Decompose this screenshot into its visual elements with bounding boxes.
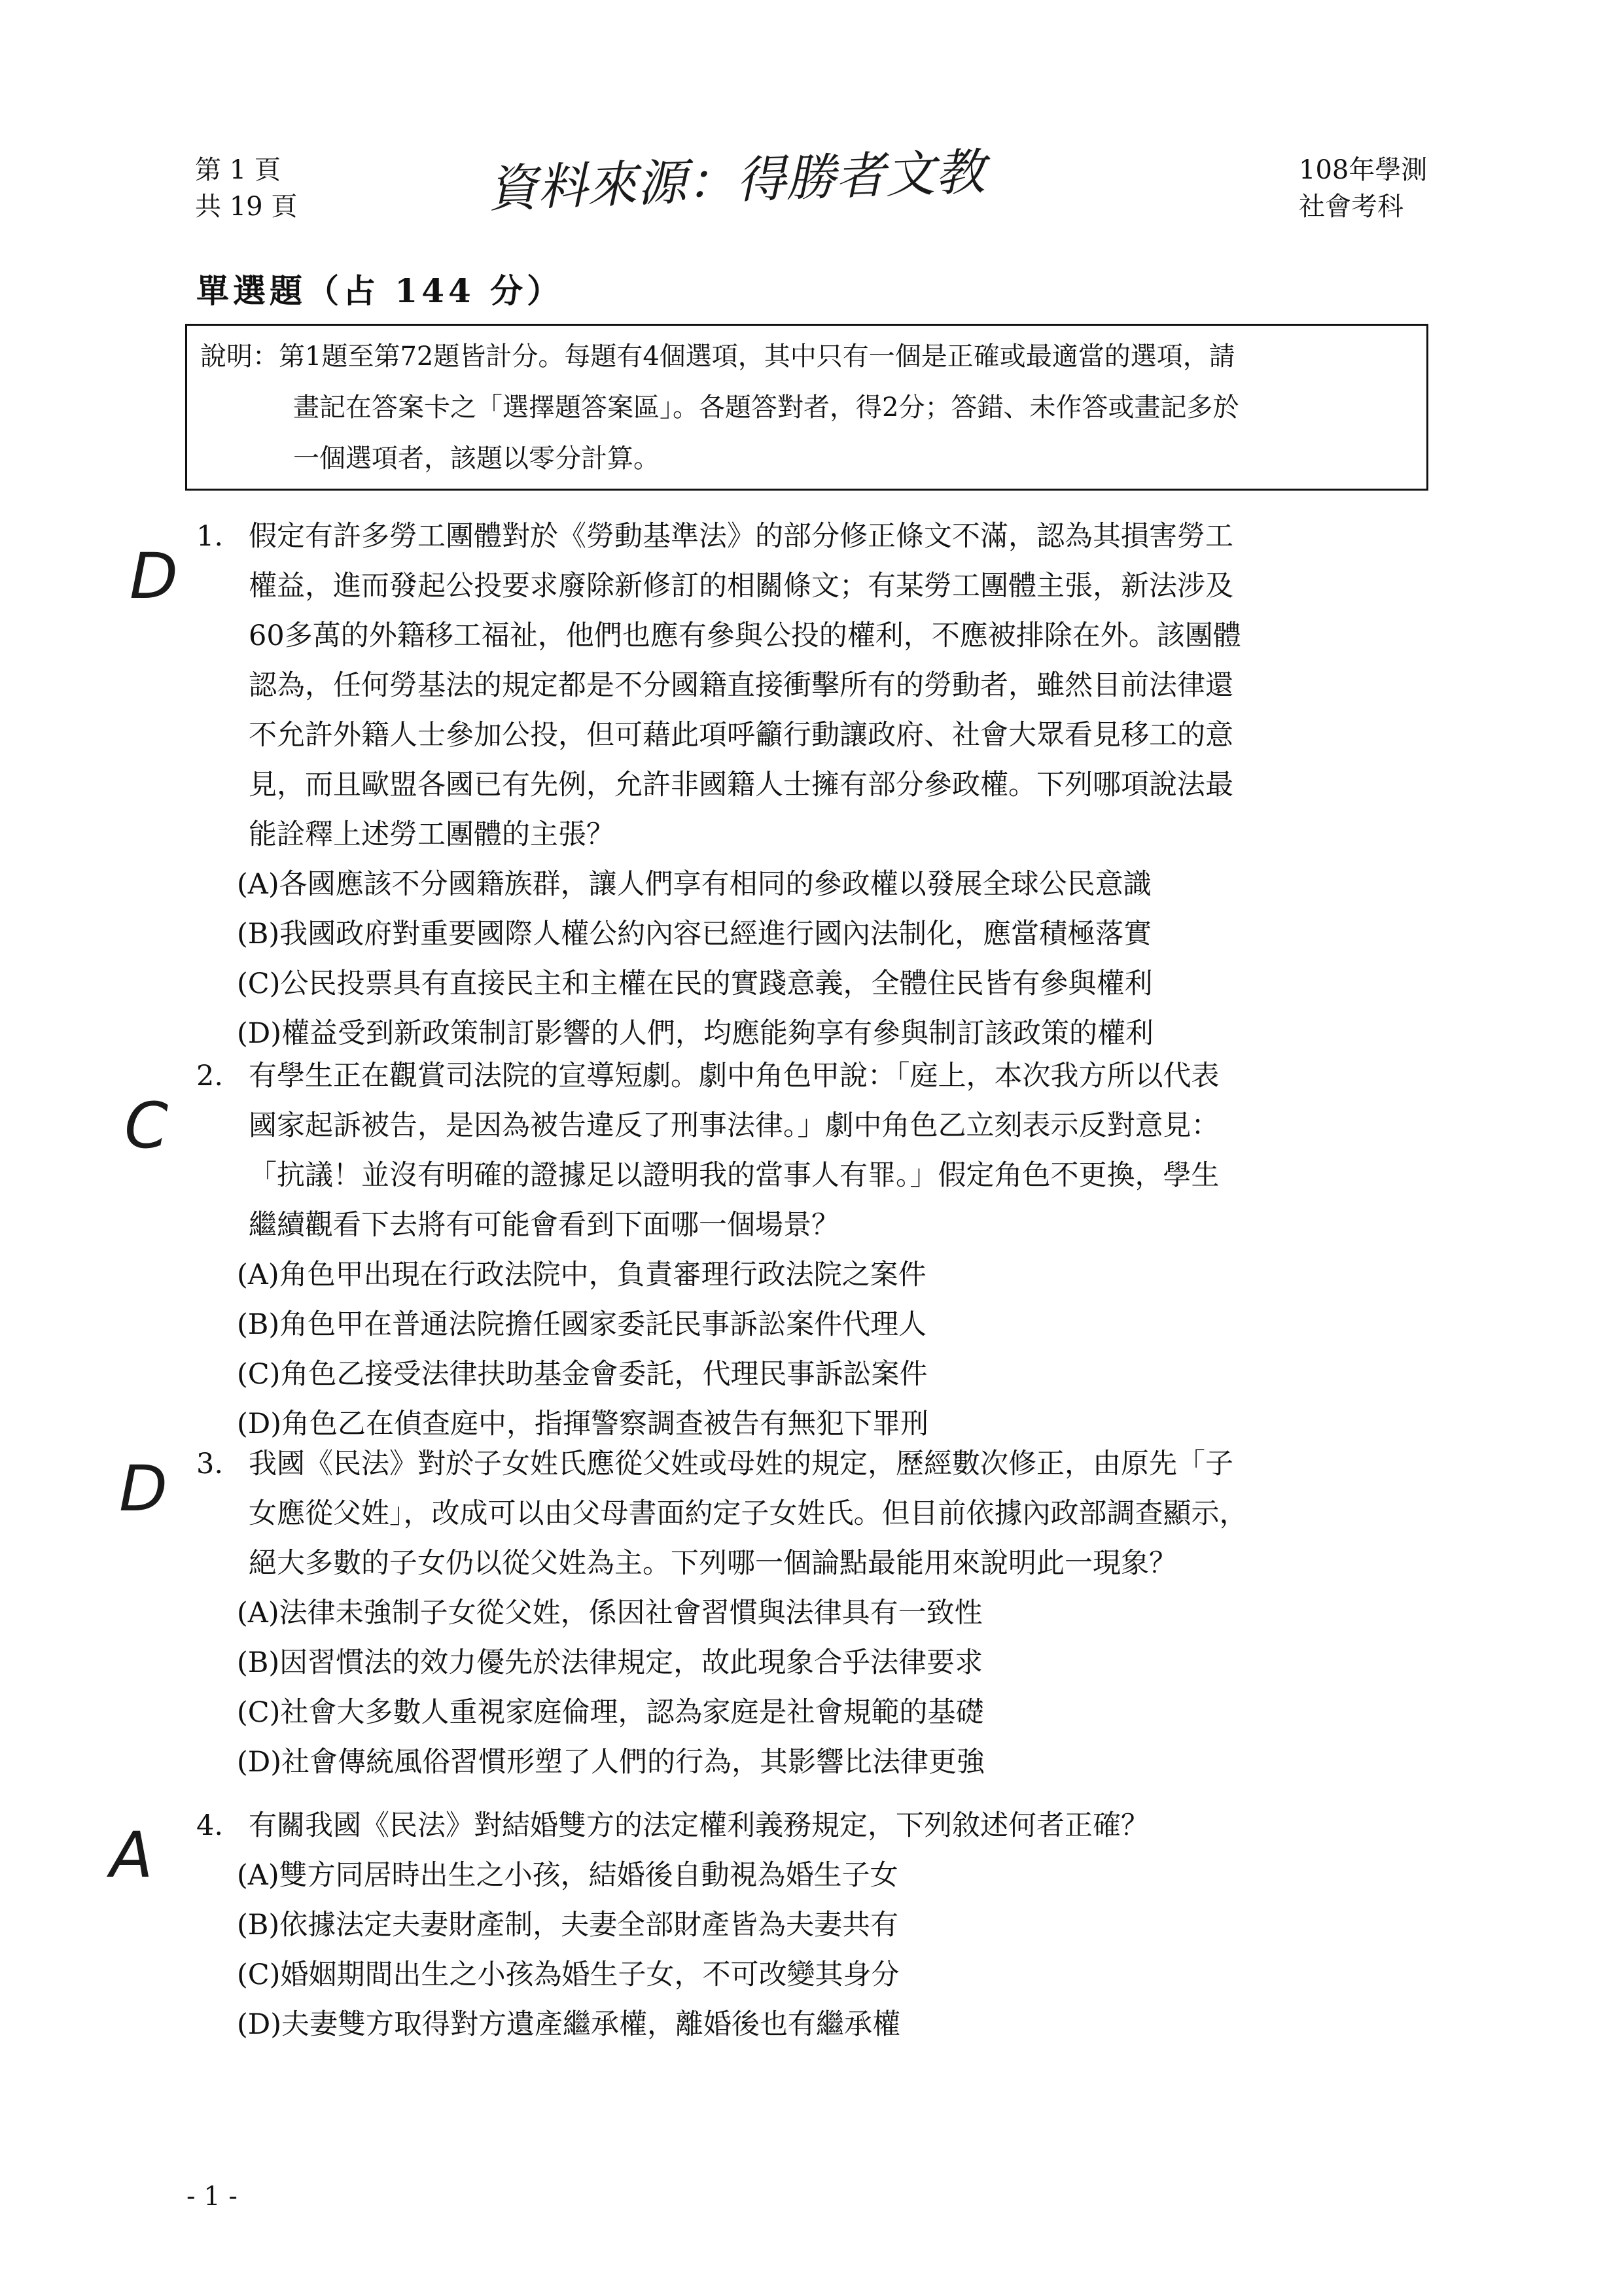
option-b: (B)我國政府對重要國際人權公約內容已經進行國內法制化，應當積極落實 — [237, 918, 1152, 950]
option-b: (B)角色甲在普通法院擔任國家委託民事訴訟案件代理人 — [237, 1308, 927, 1341]
question-text-line: 假定有許多勞工團體對於《勞動基準法》的部分修正條文不滿，認為其損害勞工 — [249, 520, 1233, 553]
option-c: (C)角色乙接受法律扶助基金會委託，代理民事訴訟案件 — [237, 1358, 928, 1391]
question-text-line: 女應從父姓」，改成可以由父母書面約定子女姓氏。但目前依據內政部調查顯示， — [249, 1497, 1248, 1530]
option-a: (A)雙方同居時出生之小孩，結婚後自動視為婚生子女 — [237, 1859, 898, 1892]
question-text-line: 有學生正在觀賞司法院的宣導短劇。劇中角色甲說：「庭上，本次我方所以代表 — [249, 1060, 1220, 1092]
instructions-line: 畫記在答案卡之「選擇題答案區」。各題答對者，得2分；答錯、未作答或畫記多於 — [293, 392, 1239, 423]
handwritten-answer: D — [130, 540, 178, 613]
option-d: (D)角色乙在偵查庭中，指揮警察調查被告有無犯下罪刑 — [237, 1408, 929, 1440]
option-b: (B)因習慣法的效力優先於法律規定，故此現象合乎法律要求 — [237, 1646, 983, 1679]
option-d: (D)社會傳統風俗習慣形塑了人們的行為，其影響比法律更強 — [237, 1746, 985, 1779]
option-a: (A)法律未強制子女從父姓，係因社會習慣與法律具有一致性 — [237, 1597, 983, 1629]
question-text-line: 有關我國《民法》對結婚雙方的法定權利義務規定，下列敘述何者正確？ — [249, 1809, 1149, 1842]
question-text-line: 絕大多數的子女仍以從父姓為主。下列哪一個論點最能用來說明此一現象？ — [249, 1547, 1177, 1580]
question-text-line: 認為，任何勞基法的規定都是不分國籍直接衝擊所有的勞動者，雖然目前法律還 — [249, 669, 1233, 702]
question-number: 1. — [196, 520, 224, 553]
page-label: 第 1 頁 — [195, 155, 281, 185]
instructions-line: 說明：第1題至第72題皆計分。每題有4個選項，其中只有一個是正確或最適當的選項，請 — [200, 341, 1235, 372]
exam-title: 108年學測 — [1299, 155, 1428, 185]
option-d: (D)權益受到新政策制訂影響的人們，均應能夠享有參與制訂該政策的權利 — [237, 1017, 1154, 1050]
option-c: (C)婚姻期間出生之小孩為婚生子女，不可改變其身分 — [237, 1958, 900, 1991]
page-number: - 1 - — [186, 2182, 238, 2212]
question-number: 4. — [196, 1809, 224, 1842]
question-text-line: 見，而且歐盟各國已有先例，允許非國籍人士擁有部分參政權。下列哪項說法最 — [249, 769, 1233, 801]
question-text-line: 能詮釋上述勞工團體的主張？ — [249, 818, 614, 851]
total-pages-label: 共 19 頁 — [195, 192, 298, 222]
handwritten-answer: A — [110, 1818, 153, 1892]
handwritten-answer: C — [124, 1089, 169, 1162]
handwritten-answer: D — [119, 1452, 168, 1525]
instructions-box — [185, 324, 1428, 491]
section-title: 單選題（占 144 分） — [196, 271, 564, 310]
question-number: 2. — [196, 1060, 224, 1092]
question-text-line: 國家起訴被告，是因為被告違反了刑事法律。」劇中角色乙立刻表示反對意見： — [249, 1109, 1220, 1142]
instructions-line: 一個選項者，該題以零分計算。 — [293, 444, 660, 474]
subject-label: 社會考科 — [1299, 192, 1403, 222]
option-c: (C)公民投票具有直接民主和主權在民的實踐意義，全體住民皆有參與權利 — [237, 967, 1153, 1000]
handwritten-source-note: 資料來源：得勝者文教 — [486, 142, 986, 218]
question-text-line: 繼續觀看下去將有可能會看到下面哪一個場景？ — [249, 1209, 839, 1242]
option-d: (D)夫妻雙方取得對方遺產繼承權，離婚後也有繼承權 — [237, 2008, 901, 2041]
question-text-line: 「抗議！並沒有明確的證據足以證明我的當事人有罪。」假定角色不更換，學生 — [249, 1159, 1220, 1192]
question-number: 3. — [196, 1448, 224, 1480]
question-text-line: 60多萬的外籍移工福祉，他們也應有參與公投的權利，不應被排除在外。該團體 — [249, 619, 1241, 652]
question-text-line: 我國《民法》對於子女姓氏應從父姓或母姓的規定，歷經數次修正，由原先「子 — [249, 1448, 1233, 1480]
option-a: (A)各國應該不分國籍族群，讓人們享有相同的參政權以發展全球公民意識 — [237, 868, 1152, 901]
option-b: (B)依據法定夫妻財產制，夫妻全部財產皆為夫妻共有 — [237, 1909, 899, 1941]
option-c: (C)社會大多數人重視家庭倫理，認為家庭是社會規範的基礎 — [237, 1696, 984, 1729]
option-a: (A)角色甲出現在行政法院中，負責審理行政法院之案件 — [237, 1259, 927, 1291]
question-text-line: 不允許外籍人士參加公投，但可藉此項呼籲行動讓政府、社會大眾看見移工的意 — [249, 719, 1233, 752]
question-text-line: 權益，進而發起公投要求廢除新修訂的相關條文；有某勞工團體主張，新法涉及 — [249, 570, 1233, 602]
